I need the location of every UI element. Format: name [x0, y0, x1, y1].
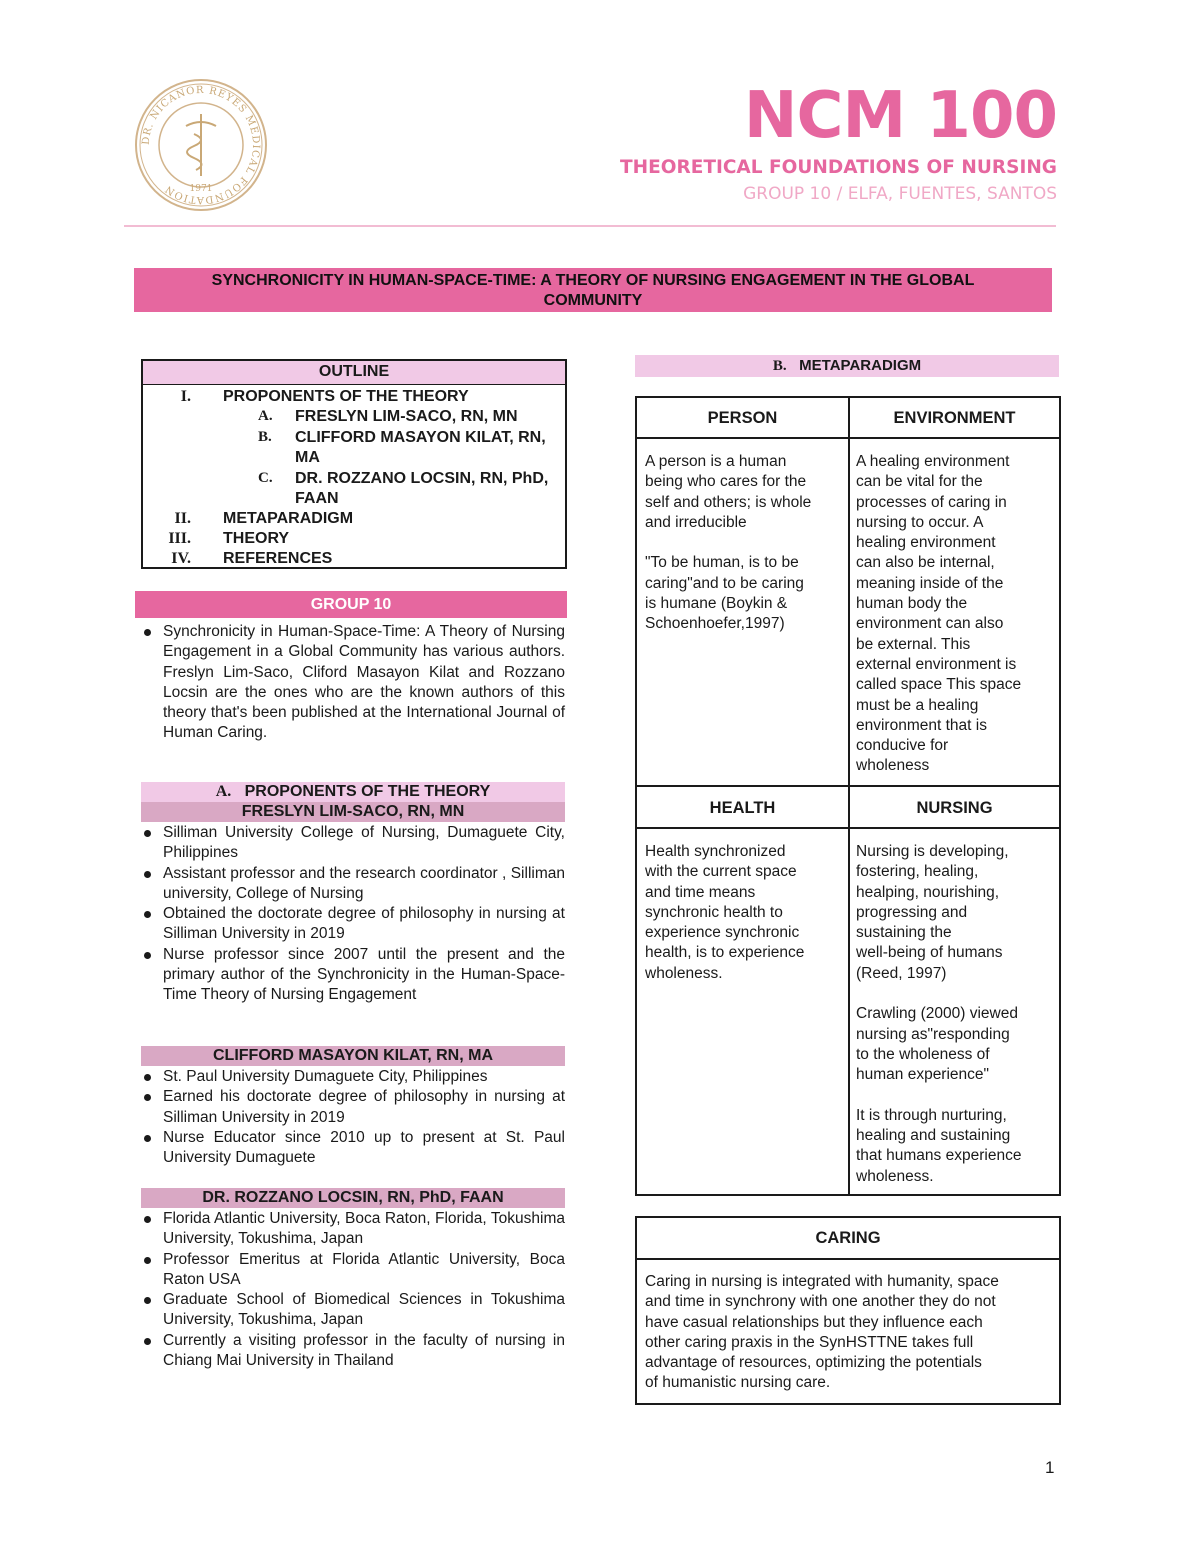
text-line: of humanistic nursing care. [645, 1374, 831, 1392]
text-line: It is through nurturing, [856, 1106, 1007, 1124]
text-line: meaning inside of the [856, 574, 1004, 592]
text-line: nursing to occur. A [856, 513, 984, 531]
outline-item-num: I. [180, 388, 191, 405]
outline-subitem-letter: A. [258, 408, 273, 424]
nursing-header: NURSING [916, 799, 993, 817]
text-line: with the current space [645, 863, 797, 881]
proponents-letter: A. [215, 783, 232, 800]
outline-item-num: IV. [171, 550, 191, 567]
text-line: A healing environment [856, 453, 1010, 470]
text-line: wholeness. [645, 964, 723, 982]
list-item: Florida Atlantic University, Boca Raton, Florida, Tokushima University, Tokushima, Japan [141, 1209, 565, 1250]
outline-subitem-letter: C. [258, 470, 273, 486]
caring-box [635, 1216, 1061, 1405]
outline-item-theory[interactable]: THEORY [223, 530, 290, 547]
seal-text: DR. NICANOR REYES MEDICAL FOUNDATION [140, 84, 262, 206]
header-divider [124, 225, 1056, 227]
text-line: must be a healing [856, 696, 979, 714]
text-line: fostering, healing, [856, 863, 979, 881]
table-divider [637, 785, 1059, 787]
text-line: is humane (Boykin & [645, 595, 788, 613]
text-line: wholeness. [856, 1167, 934, 1185]
group-heading: GROUP 10 [135, 591, 567, 618]
table-divider [637, 1258, 1059, 1260]
list-item: Nurse Educator since 2010 up to present at St. Paul University Dumaguete [141, 1128, 565, 1169]
text-line: (Reed, 1997) [856, 964, 947, 982]
text-line: experience synchronic [645, 924, 800, 942]
metaparadigm-table [635, 396, 1061, 1196]
outline-item-metaparadigm[interactable]: METAPARADIGM [223, 510, 354, 527]
text-line: wholeness [856, 757, 930, 775]
document-title: SYNCHRONICITY IN HUMAN-SPACE-TIME: A THEORY OF NURSING ENGAGEMENT IN THE GLOBAL COMMUNITY [211, 272, 975, 309]
text-line: health, is to experience [645, 944, 805, 962]
text-line: human body the [856, 595, 968, 613]
course-code: NCM 100 [743, 79, 1057, 153]
group-members-line: GROUP 10 / ELFA, FUENTES, SANTOS [743, 184, 1057, 204]
group-description: Synchronicity in Human-Space-Time: A Theory of Nursing Engagement in a Global Community has various authors. Freslyn Lim-Saco, Cliford Masayon Kilat and Rozzano Locsin are the ones who are the known authors of this theory that's been published at the International Journal of Human Caring. [141, 622, 565, 744]
text-line: progressing and [856, 903, 968, 921]
outline-item-num: II. [174, 510, 191, 527]
text-line: Caring in nursing is integrated with humanity, space [645, 1273, 999, 1290]
text-line: and time means [645, 883, 756, 901]
outline-subitem-clifford-cont: MA [295, 449, 320, 466]
course-title: THEORETICAL FOUNDATIONS OF NURSING [620, 157, 1057, 178]
list-item: Graduate School of Biomedical Sciences in Tokushima University, Tokushima, Japan [141, 1290, 565, 1331]
metaparadigm-heading [635, 355, 1059, 377]
outline-subitem-letter: B. [258, 429, 272, 445]
text-line: be external. This [856, 635, 971, 653]
proponent-bullet-list [141, 823, 565, 1006]
outline-item-num: III. [168, 530, 191, 547]
caring-text [645, 1272, 1055, 1394]
group-description-list [141, 622, 565, 744]
text-line: external environment is [856, 655, 1017, 673]
text-line: environment that is [856, 716, 987, 734]
text-line: human experience" [856, 1066, 990, 1084]
text-line: Schoenhoefer,1997) [645, 615, 785, 633]
health-text [645, 842, 845, 984]
environment-text [856, 452, 1056, 777]
text-line: caring"and to be caring [645, 574, 804, 592]
page-number: 1 [1045, 1458, 1055, 1477]
list-item: Obtained the doctorate degree of philosophy in nursing at Silliman University in 2019 [141, 904, 565, 945]
proponents-heading [141, 782, 565, 802]
text-line: Nursing is developing, [856, 843, 1009, 860]
text-line [856, 1086, 1056, 1106]
text-line: Health synchronized [645, 843, 786, 860]
text-line: and irreducible [645, 513, 747, 531]
metaparadigm-letter: B. [772, 358, 787, 374]
text-line: conducive for [856, 737, 949, 755]
document-title-banner [134, 268, 1052, 312]
metaparadigm-title: METAPARADIGM [799, 357, 922, 374]
table-divider [637, 437, 1059, 439]
seal-year: 1971 [189, 184, 213, 194]
text-line [856, 984, 1056, 1004]
outline-subitem-locsin-cont: FAAN [295, 490, 339, 507]
text-line: environment can also [856, 615, 1004, 633]
text-line: have casual relationships but they influence each [645, 1313, 983, 1331]
person-header: PERSON [707, 409, 778, 427]
caring-header: CARING [815, 1229, 881, 1247]
foundation-seal-logo [134, 78, 268, 212]
table-divider [848, 398, 850, 1194]
text-line: to the wholeness of [856, 1045, 990, 1063]
nursing-text [856, 842, 1056, 1187]
text-line: that humans experience [856, 1147, 1022, 1165]
text-line: can be vital for the [856, 473, 983, 491]
text-line: well-being of humans [856, 944, 1003, 962]
list-item: Currently a visiting professor in the faculty of nursing in Chiang Mai University in Thailand [141, 1331, 565, 1372]
proponent-bullet-list [141, 1209, 565, 1371]
text-line [645, 533, 845, 553]
text-line: sustaining the [856, 924, 952, 942]
list-item: Professor Emeritus at Florida Atlantic University, Boca Raton USA [141, 1250, 565, 1291]
table-divider [637, 827, 1059, 829]
text-line: other caring praxis in the SynHSTTNE takes full [645, 1333, 974, 1351]
list-item: Earned his doctorate degree of philosophy in nursing at Silliman University in 2019 [141, 1087, 565, 1128]
list-item: Nurse professor since 2007 until the present and the primary author of the Synchronicity in the Human-Space-Time Theory of Nursing Engagement [141, 945, 565, 1006]
list-item: Silliman University College of Nursing, Dumaguete City, Philippines [141, 823, 565, 864]
text-line: self and others; is whole [645, 493, 812, 511]
text-line: advantage of resources, optimizing the potentials [645, 1354, 982, 1372]
text-line: called space This space [856, 676, 1022, 694]
list-item: St. Paul University Dumaguete City, Philippines [141, 1067, 565, 1087]
text-line: healping, nourishing, [856, 883, 1000, 901]
list-item: Assistant professor and the research coordinator , Silliman university, College of Nursing [141, 864, 565, 905]
outline-item-references[interactable]: REFERENCES [223, 550, 333, 567]
outline-subitem-clifford[interactable]: CLIFFORD MASAYON KILAT, RN, [295, 429, 546, 446]
outline-box [141, 359, 567, 569]
text-line: nursing as"responding [856, 1025, 1010, 1043]
text-line: healing and sustaining [856, 1127, 1011, 1145]
text-line: synchronic health to [645, 903, 783, 921]
text-line: processes of caring in [856, 493, 1007, 511]
text-line: A person is a human [645, 453, 787, 470]
proponent-name-heading: FRESLYN LIM-SACO, RN, MN [141, 802, 565, 822]
outline-heading: OUTLINE [143, 361, 565, 385]
proponent-bullet-list [141, 1067, 565, 1168]
proponent-name-heading: CLIFFORD MASAYON KILAT, RN, MA [141, 1046, 565, 1066]
text-line: "To be human, is to be [645, 554, 799, 572]
text-line: healing environment [856, 534, 996, 552]
text-line: and time in synchrony with one another they do not [645, 1293, 996, 1311]
outline-subitem-freslyn[interactable]: FRESLYN LIM-SACO, RN, MN [295, 408, 518, 425]
outline-item-proponents[interactable]: PROPONENTS OF THE THEORY [223, 388, 469, 405]
environment-header: ENVIRONMENT [893, 409, 1016, 427]
text-line: Crawling (2000) viewed [856, 1005, 1018, 1023]
person-text [645, 452, 845, 635]
outline-subitem-locsin[interactable]: DR. ROZZANO LOCSIN, RN, PhD, [295, 470, 549, 487]
proponent-name-heading: DR. ROZZANO LOCSIN, RN, PhD, FAAN [141, 1188, 565, 1208]
health-header: HEALTH [709, 799, 776, 817]
text-line: can also be internal, [856, 554, 995, 572]
text-line: being who cares for the [645, 473, 807, 491]
proponents-title: PROPONENTS OF THE THEORY [244, 783, 491, 800]
